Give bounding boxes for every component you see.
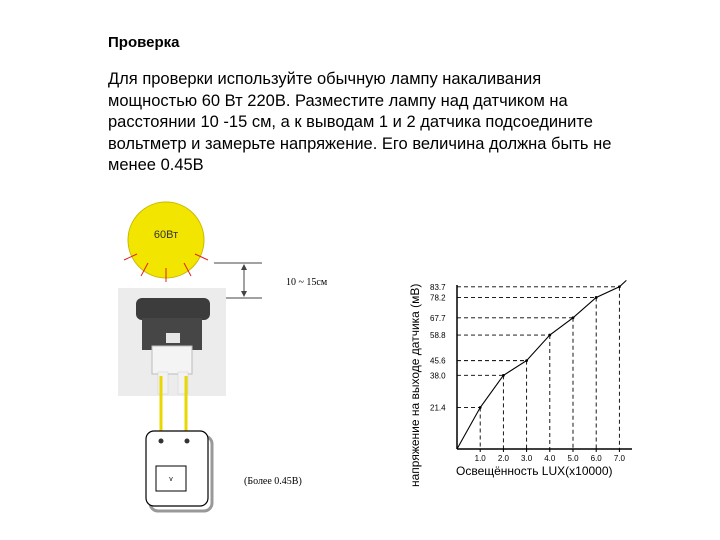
chart-x-tick-label: 5.0 — [567, 454, 579, 463]
lamp — [128, 202, 204, 278]
chart-x-tick-label: 1.0 — [474, 454, 486, 463]
chart-x-tick-label: 2.0 — [497, 454, 509, 463]
chart-x-tick-label: 4.0 — [544, 454, 556, 463]
lamp-label: 60Вт — [153, 229, 179, 241]
result-note: (Более 0.45В) — [244, 476, 302, 487]
chart-y-tick-label: 58.8 — [430, 331, 446, 341]
chart-point — [572, 316, 575, 319]
page-title: Проверка — [108, 34, 180, 51]
chart-y-tick-label: 38.0 — [430, 371, 446, 381]
chart-xlabel: Освещённость LUX(x10000) — [456, 464, 613, 478]
chart-x-tick-label: 3.0 — [521, 454, 533, 463]
chart-x-tick-label: 6.0 — [590, 454, 602, 463]
chart-ylabel: напряжение на выходе датчика (мВ) — [408, 283, 422, 487]
voltmeter — [146, 431, 212, 511]
chart-point — [595, 296, 598, 299]
chart-y-tick-label: 21.4 — [430, 403, 446, 413]
voltmeter-label: v — [169, 476, 173, 483]
chart-point — [502, 374, 505, 377]
chart-y-tick-label: 78.2 — [430, 293, 446, 303]
chart-y-tick-label: 83.7 — [430, 282, 446, 292]
chart-y-tick-label: 67.7 — [430, 313, 446, 323]
chart-point — [479, 406, 482, 409]
chart-point — [548, 334, 551, 337]
distance-label: 10 ~ 15см — [286, 277, 328, 288]
chart-point — [618, 285, 621, 288]
instruction-paragraph: Для проверки используйте обычную лампу накаливания мощностью 60 Вт 220В. Разместите лампу над датчиком на расстоянии 10 -15 см, а к выводам 1 и 2 датчика подсоедините вольтметр и замерьте напряжение. Его величина должна быть не менее 0.45В — [108, 70, 612, 174]
chart-plot-area — [430, 280, 632, 463]
voltage-chart — [408, 280, 632, 487]
light-sensor — [118, 288, 226, 396]
chart-series-line — [457, 280, 626, 449]
chart-x-tick-label: 7.0 — [613, 454, 625, 463]
chart-point — [525, 359, 528, 362]
chart-y-tick-label: 45.6 — [430, 356, 446, 366]
